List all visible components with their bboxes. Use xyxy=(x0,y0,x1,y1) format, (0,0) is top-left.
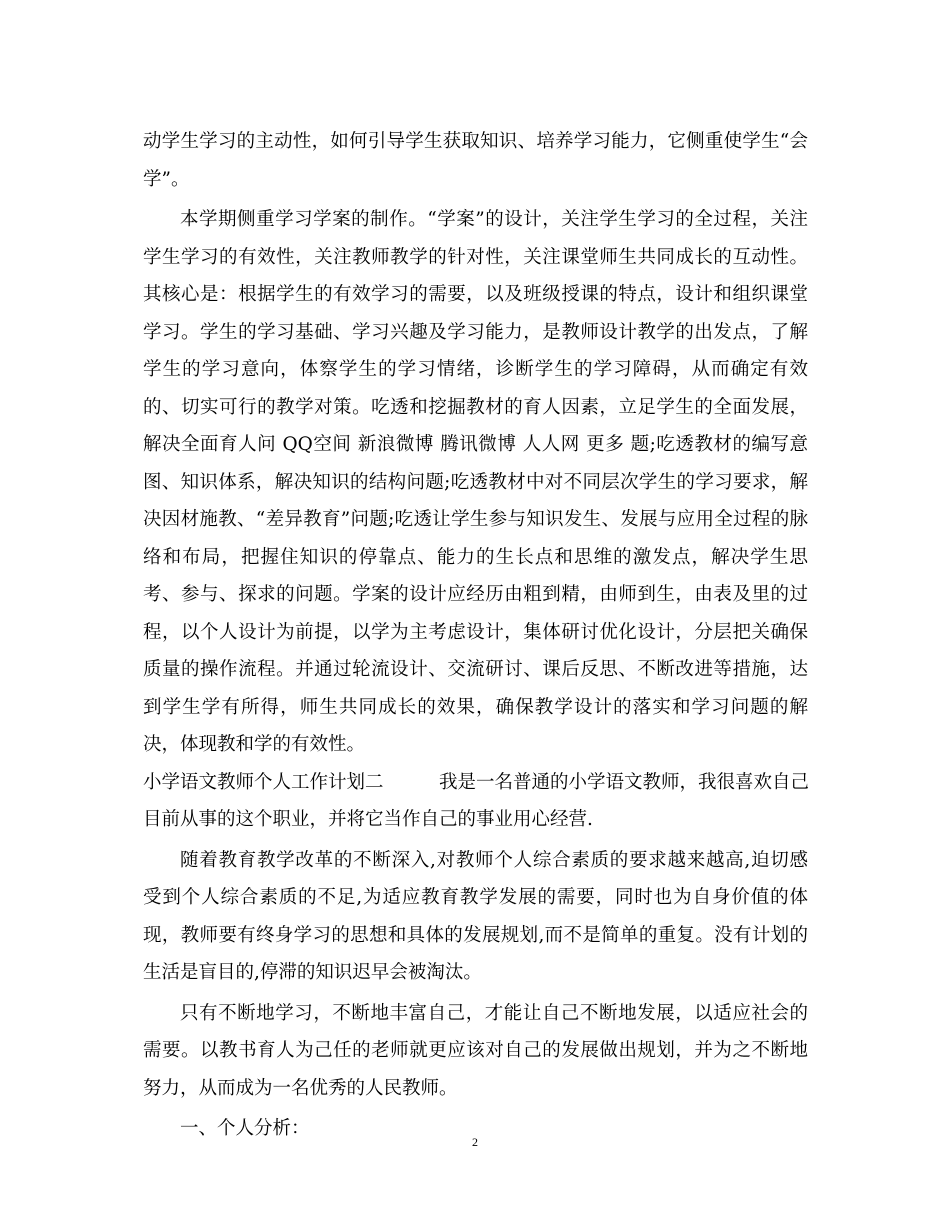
text-line: 本学期侧重学习学案的制作。“学案”的设计，关注学生学习的全过程，关注 xyxy=(180,209,808,230)
text-line: 质量的操作流程。并通过轮流设计、交流研讨、课后反思、不断改进等措施，达 xyxy=(143,659,808,680)
text-line: 其核心是：根据学生的有效学习的需要，以及班级授课的特点，设计和组织课堂 xyxy=(143,284,808,305)
document-body xyxy=(143,123,808,1148)
text-line: 到学生学有所得，师生共同成长的效果，确保教学设计的落实和学习问题的解 xyxy=(143,696,808,718)
text-line: 程，以个人设计为前提，以学为主考虑设计，集体研讨优化设计，分层把关确保 xyxy=(143,621,808,643)
text-line: 小学语文教师个人工作计划二 我是一名普通的小学语文教师，我很喜欢自己 xyxy=(143,771,810,793)
paragraph xyxy=(143,201,808,764)
text-line: 现，教师要有终身学习的思想和具体的发展规划,而不是简单的重复。没有计划的 xyxy=(143,924,808,946)
text-line: 目前从事的这个职业，并将它当作自己的事业用心经营. xyxy=(143,809,593,830)
text-line: 随着教育教学改革的不断深入,对教师个人综合素质的要求越来越高,迫切感 xyxy=(180,849,808,871)
text-line: 学生的学习意向，体察学生的学习情绪，诊断学生的学习障碍，从而确定有效 xyxy=(143,359,808,380)
text-line: 一、个人分析： xyxy=(180,1118,310,1139)
paragraph xyxy=(143,764,808,839)
text-line: 动学生学习的主动性，如何引导学生获取知识、培养学习能力，它侧重使学生“会 xyxy=(143,131,808,152)
text-line: 学”。 xyxy=(143,168,190,190)
page-number: 2 xyxy=(472,1135,478,1149)
text-line: 解决全面育人问 QQ空间 新浪微博 腾讯微博 人人网 更多 题;吃透教材的编写意 xyxy=(143,434,808,455)
text-line: 学习。学生的学习基础、学习兴趣及学习能力，是教师设计教学的出发点，了解 xyxy=(143,321,808,343)
text-line: 图、知识体系，解决知识的结构问题;吃透教材中对不同层次学生的学习要求，解 xyxy=(143,471,808,493)
text-line: 努力，从而成为一名优秀的人民教师。 xyxy=(143,1077,458,1099)
text-line: 学生学习的有效性，关注教师教学的针对性，关注课堂师生共同成长的互动性。 xyxy=(143,246,808,268)
text-line: 只有不断地学习，不断地丰富自己，才能让自己不断地发展，以适应社会的 xyxy=(180,1002,808,1024)
paragraph xyxy=(143,123,808,198)
text-line: 的、切实可行的教学对策。吃透和挖掘教材的育人因素，立足学生的全面发展， xyxy=(143,396,808,418)
paragraph xyxy=(143,842,808,992)
paragraph xyxy=(143,995,808,1108)
text-line: 决因材施教、“差异教育”问题;吃透让学生参与知识发生、发展与应用全过程的脉 xyxy=(143,509,808,530)
text-line: 络和布局，把握住知识的停靠点、能力的生长点和思维的激发点，解决学生思 xyxy=(143,546,808,568)
text-line: 考、参与、探求的问题。学案的设计应经历由粗到精，由师到生，由表及里的过 xyxy=(143,584,808,605)
text-line: 受到个人综合素质的不足,为适应教育教学发展的需要，同时也为自身价值的体 xyxy=(143,887,808,908)
text-line: 决，体现教和学的有效性。 xyxy=(143,734,366,755)
text-line: 需要。以教书育人为己任的老师就更应该对自己的发展做出规划，并为之不断地 xyxy=(143,1040,808,1061)
text-line: 生活是盲目的,停滞的知识迟早会被淘汰。 xyxy=(143,962,482,983)
